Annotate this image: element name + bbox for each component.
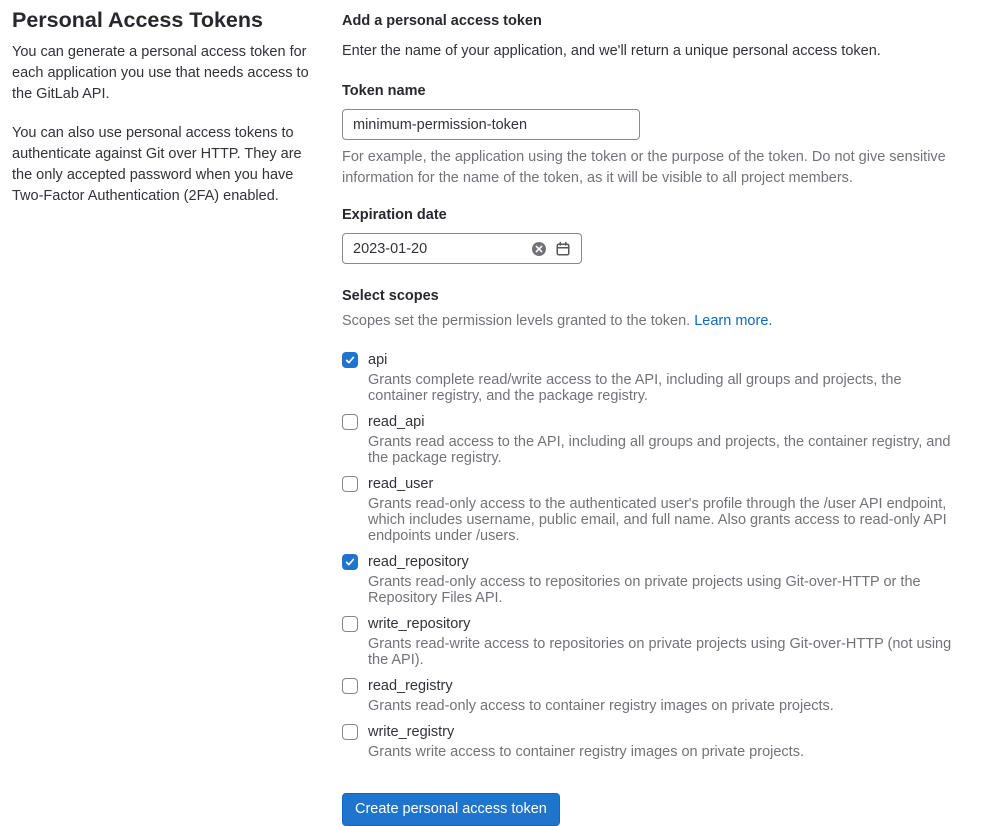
scope-checkbox-row[interactable] [342,350,964,370]
scope-description: Grants complete read/write access to the API, including all groups and projects, the container registry, and the package registry. [368,372,902,404]
scope-label[interactable]: api [368,352,388,368]
scope-description: Grants write access to container registry images on private projects. [368,744,804,760]
scope-item [342,614,964,668]
scope-description: Grants read-only access to the authenticated user's profile through the /user API endpoint, which includes username, public email, and full name. Also grants access to read-only API endpoints under /users. [368,496,947,544]
scope-checkbox-row[interactable] [342,614,964,634]
scope-checkbox[interactable] [342,414,358,430]
scope-label[interactable]: read_repository [368,554,469,570]
scope-label[interactable]: read_api [368,414,425,430]
sidebar-paragraph-2: You can also use personal access tokens to authenticate against Git over HTTP. They are the only accepted password when you have Two-Factor Authentication (2FA) enabled. [12,125,302,204]
scope-item [342,412,964,466]
scope-item [342,474,964,544]
sidebar-paragraph-1: You can generate a personal access token for each application you use that needs access to the GitLab API. [12,44,309,102]
token-name-input[interactable] [342,109,640,140]
create-token-button[interactable]: Create personal access token [342,793,560,826]
form-heading: Add a personal access token [342,13,542,29]
scope-checkbox-row[interactable] [342,474,964,494]
scope-item [342,676,964,714]
scopes-hint [342,311,964,331]
scopes-hint-text: Scopes set the permission levels granted to the token. [342,313,695,329]
scope-checkbox[interactable] [342,352,358,368]
scope-checkbox[interactable] [342,476,358,492]
select-scopes-label: Select scopes [342,288,439,304]
scope-checkbox-row[interactable] [342,412,964,432]
scope-item [342,722,964,760]
scope-description: Grants read-only access to repositories on private projects using Git-over-HTTP or the Repository Files API. [368,574,921,606]
token-name-help: For example, the application using the token or the purpose of the token. Do not give sensitive information for the name of the token, as it will be visible to all project members. [342,149,946,186]
scope-checkbox-row[interactable] [342,552,964,572]
scope-checkbox[interactable] [342,616,358,632]
scope-list [342,350,964,760]
calendar-icon[interactable] [554,240,572,258]
token-name-label: Token name [342,83,426,99]
scope-label[interactable]: write_registry [368,724,455,740]
scope-checkbox[interactable] [342,554,358,570]
scope-checkbox-row[interactable] [342,722,964,742]
scope-item [342,552,964,606]
token-form [342,7,964,826]
scope-item [342,350,964,404]
scope-description: Grants read access to the API, including all groups and projects, the container registry, and the package registry. [368,434,951,466]
clear-circle-icon[interactable] [530,240,548,258]
scope-label[interactable]: write_repository [368,616,471,632]
scope-label[interactable]: read_registry [368,678,453,694]
expiration-date-field [342,233,582,264]
scope-description: Grants read-only access to container registry images on private projects. [368,698,834,714]
scope-description: Grants read-write access to repositories on private projects using Git-over-HTTP (not using the API). [368,636,952,668]
scope-label[interactable]: read_user [368,476,434,492]
scope-checkbox[interactable] [342,678,358,694]
sidebar-description [12,7,314,826]
page-title: Personal Access Tokens [12,8,263,32]
form-intro: Enter the name of your application, and we'll return a unique personal access token. [342,43,881,59]
learn-more-link[interactable]: Learn more. [694,313,773,329]
expiration-date-input[interactable] [343,241,530,257]
scope-checkbox[interactable] [342,724,358,740]
scope-checkbox-row[interactable] [342,676,964,696]
expiration-date-label: Expiration date [342,207,447,223]
